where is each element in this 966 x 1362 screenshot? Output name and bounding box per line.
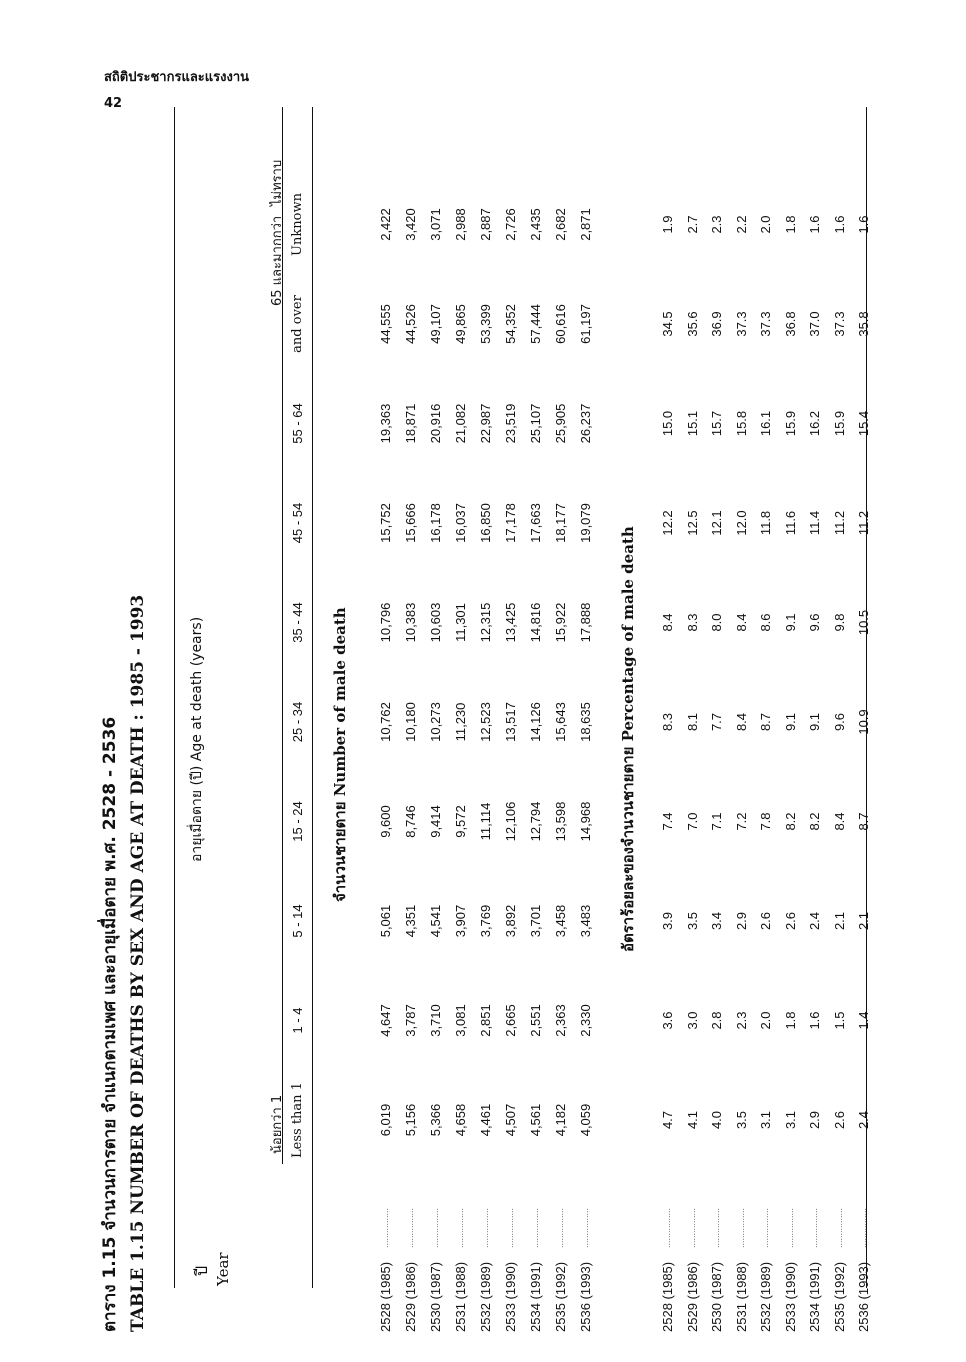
count-cell: 18,177 <box>553 503 568 543</box>
count-cell: 5,061 <box>378 904 393 938</box>
column-header: Unknown <box>290 193 305 256</box>
column-header: 45 - 54 <box>290 502 305 544</box>
pct-cell: 7.4 <box>660 812 675 831</box>
count-cell: 57,444 <box>528 304 543 344</box>
pct-cell: 37.0 <box>807 311 822 337</box>
pct-cell: 15.0 <box>660 410 675 437</box>
count-cell: 3,907 <box>453 904 468 938</box>
count-cell: 10,603 <box>428 602 443 643</box>
less-than-1-thai: น้อยกว่า 1 <box>270 1094 285 1154</box>
year-label: 2531 (1988) <box>453 1261 468 1332</box>
count-cell: 49,107 <box>428 304 443 344</box>
count-cell: 11,114 <box>478 802 493 841</box>
running-header: สถิติประชากรและแรงงาน <box>104 70 250 85</box>
pct-cell: 2.4 <box>856 1110 871 1130</box>
pct-cell: 7.8 <box>758 812 773 831</box>
count-cell: 2,871 <box>578 208 593 241</box>
count-cell: 6,019 <box>378 1103 393 1137</box>
section-count-title: จำนวนชายตาย Number of male death <box>331 607 349 902</box>
table-title-thai: ตาราง 1.15 จำนวนการตาย จำแนกตามเพศ และอายุเมื่อตาย พ.ศ. 2528 - 2536 <box>100 716 120 1332</box>
year-label: 2530 (1987) <box>709 1261 724 1332</box>
count-cell: 10,762 <box>378 702 393 742</box>
year-header-english: Year <box>214 1252 232 1286</box>
count-cell: 9,414 <box>428 805 443 838</box>
count-cell: 4,182 <box>553 1103 568 1137</box>
leader-dots: ................ <box>405 1207 415 1248</box>
count-cell: 17,888 <box>578 602 593 643</box>
pct-cell: 36.9 <box>709 311 724 337</box>
leader-dots: ................ <box>380 1207 390 1248</box>
section-percentage-title: อัตราร้อยละของจำนวนชายตาย Percentage of male death <box>619 526 637 952</box>
pct-cell: 8.2 <box>807 812 822 831</box>
count-cell: 60,616 <box>553 304 568 344</box>
pct-cell: 10.9 <box>856 709 871 735</box>
count-cell: 14,968 <box>578 801 593 842</box>
count-cell: 2,422 <box>378 208 393 241</box>
count-cell: 15,666 <box>403 503 418 543</box>
table-title-english: TABLE 1.15 NUMBER OF DEATHS BY SEX AND AGE AT DEATH : 1985 - 1993 <box>128 594 148 1332</box>
year-label: 2531 (1988) <box>733 1261 749 1332</box>
year-label: 2536 (1993) <box>578 1261 593 1332</box>
count-cell: 10,273 <box>428 702 443 742</box>
pct-cell: 1.8 <box>782 215 798 234</box>
leader-dots: ................ <box>809 1207 819 1248</box>
count-cell: 21,082 <box>453 403 468 444</box>
year-label: 2532 (1989) <box>758 1261 773 1332</box>
count-cell: 2,682 <box>553 208 568 241</box>
pct-cell: 12.2 <box>660 510 675 536</box>
column-header: and over <box>290 295 305 353</box>
pct-cell: 2.2 <box>733 215 749 234</box>
pct-cell: 9.6 <box>831 712 847 732</box>
pct-cell: 7.0 <box>684 812 700 831</box>
count-cell: 9,572 <box>453 805 468 838</box>
count-cell: 22,987 <box>478 403 493 444</box>
count-cell: 3,787 <box>403 1004 418 1037</box>
pct-cell: 3.1 <box>758 1110 773 1130</box>
count-cell: 2,726 <box>503 208 518 241</box>
pct-cell: 2.3 <box>733 1011 749 1030</box>
count-cell: 3,710 <box>428 1004 443 1037</box>
count-cell: 16,850 <box>478 503 493 543</box>
count-cell: 2,887 <box>478 208 493 241</box>
count-cell: 3,071 <box>428 208 443 241</box>
count-cell: 12,794 <box>528 801 543 842</box>
count-cell: 25,905 <box>553 403 568 444</box>
pct-cell: 16.1 <box>758 410 773 437</box>
pct-cell: 8.0 <box>709 613 724 632</box>
count-cell: 15,643 <box>553 702 568 742</box>
count-cell: 8,746 <box>403 805 418 838</box>
pct-cell: 1.6 <box>807 1011 822 1030</box>
count-cell: 2,435 <box>528 208 543 241</box>
pct-cell: 4.1 <box>684 1110 700 1130</box>
year-label: 2535 (1992) <box>553 1261 568 1332</box>
pct-cell: 9.1 <box>782 712 798 732</box>
pct-cell: 12.1 <box>709 510 724 536</box>
year-label: 2534 (1991) <box>528 1261 543 1332</box>
year-label: 2528 (1985) <box>378 1261 393 1332</box>
header-bottom-rule <box>312 107 313 1288</box>
count-cell: 19,079 <box>578 503 593 543</box>
pct-cell: 2.9 <box>807 1110 822 1130</box>
pct-cell: 3.9 <box>660 911 675 931</box>
count-cell: 19,363 <box>378 403 393 444</box>
leader-dots: ................ <box>686 1207 697 1248</box>
leader-dots: ................ <box>662 1207 672 1248</box>
year-label: 2529 (1986) <box>684 1261 700 1332</box>
leader-dots: ................ <box>555 1207 565 1248</box>
count-cell: 11,230 <box>453 702 468 742</box>
pct-cell: 8.6 <box>758 613 773 632</box>
count-cell: 44,555 <box>378 304 393 344</box>
pct-cell: 2.6 <box>758 911 773 931</box>
leader-dots: ................ <box>711 1207 721 1248</box>
pct-cell: 34.5 <box>660 311 675 337</box>
pct-cell: 1.6 <box>856 215 871 234</box>
pct-cell: 3.5 <box>733 1110 749 1130</box>
column-header: 15 - 24 <box>290 801 305 842</box>
pct-cell: 11.6 <box>782 510 798 536</box>
pct-cell: 1.9 <box>660 215 675 234</box>
pct-cell: 15.8 <box>733 410 749 437</box>
unknown-thai: ไม่ทราบ <box>270 159 285 206</box>
count-cell: 23,519 <box>503 403 518 444</box>
year-label: 2528 (1985) <box>660 1261 675 1332</box>
count-cell: 2,330 <box>578 1004 593 1037</box>
count-cell: 20,916 <box>428 403 443 444</box>
pct-cell: 2.8 <box>709 1011 724 1030</box>
pct-cell: 15.1 <box>684 410 700 437</box>
column-header: Less than 1 <box>290 1082 305 1158</box>
page-number: 42 <box>104 96 123 111</box>
pct-cell: 12.5 <box>684 510 700 536</box>
count-cell: 16,037 <box>453 503 468 543</box>
count-cell: 15,752 <box>378 503 393 543</box>
count-cell: 9,600 <box>378 805 393 838</box>
count-cell: 17,663 <box>528 503 543 543</box>
pct-cell: 35.8 <box>856 311 871 337</box>
pct-cell: 1.8 <box>782 1011 798 1030</box>
count-cell: 15,922 <box>553 602 568 643</box>
count-cell: 4,461 <box>478 1103 493 1137</box>
pct-cell: 10.5 <box>856 609 871 636</box>
count-cell: 11,301 <box>453 603 468 642</box>
table-top-rule <box>174 107 175 1288</box>
count-cell: 14,126 <box>528 702 543 742</box>
pct-cell: 2.0 <box>758 1011 773 1030</box>
pct-cell: 37.3 <box>758 311 773 337</box>
count-cell: 3,701 <box>528 904 543 938</box>
pct-cell: 8.3 <box>660 712 675 732</box>
count-cell: 3,483 <box>578 904 593 938</box>
count-cell: 26,237 <box>578 403 593 444</box>
count-cell: 5,156 <box>403 1103 418 1137</box>
count-cell: 12,523 <box>478 702 493 742</box>
year-label: 2535 (1992) <box>831 1261 847 1332</box>
year-label: 2530 (1987) <box>428 1261 443 1332</box>
count-cell: 25,107 <box>528 403 543 444</box>
count-cell: 3,420 <box>403 208 418 241</box>
column-header: 1 - 4 <box>290 1007 305 1034</box>
column-header: 55 - 64 <box>290 403 305 444</box>
pct-cell: 1.4 <box>856 1011 871 1030</box>
pct-cell: 1.6 <box>831 215 847 234</box>
pct-cell: 8.3 <box>684 613 700 632</box>
pct-cell: 2.4 <box>807 911 822 931</box>
count-cell: 2,363 <box>553 1004 568 1037</box>
pct-cell: 8.7 <box>856 812 871 831</box>
pct-cell: 3.0 <box>684 1011 700 1030</box>
count-cell: 10,180 <box>403 702 418 742</box>
pct-cell: 4.0 <box>709 1110 724 1130</box>
count-cell: 13,517 <box>503 702 518 742</box>
pct-cell: 7.7 <box>709 712 724 732</box>
pct-cell: 15.9 <box>782 410 798 437</box>
leader-dots: ................ <box>833 1207 844 1248</box>
over-65-thai: 65 และมากกว่า <box>270 215 285 306</box>
year-label: 2533 (1990) <box>782 1261 798 1332</box>
count-cell: 3,892 <box>503 904 518 938</box>
pct-cell: 15.7 <box>709 410 724 437</box>
count-cell: 44,526 <box>403 304 418 344</box>
count-cell: 3,458 <box>553 904 568 938</box>
count-cell: 4,541 <box>428 904 443 938</box>
pct-cell: 2.3 <box>709 215 724 234</box>
count-cell: 4,561 <box>528 1103 543 1137</box>
leader-dots: ................ <box>480 1207 490 1248</box>
count-cell: 16,178 <box>428 503 443 543</box>
pct-cell: 2.6 <box>831 1110 847 1130</box>
leader-dots: ................ <box>760 1207 770 1248</box>
year-label: 2534 (1991) <box>807 1261 822 1332</box>
leader-dots: ................ <box>735 1207 746 1248</box>
pct-cell: 2.6 <box>782 911 798 931</box>
pct-cell: 1.5 <box>831 1011 847 1030</box>
pct-cell: 2.7 <box>684 215 700 234</box>
pct-cell: 3.6 <box>660 1011 675 1030</box>
count-cell: 3,081 <box>453 1004 468 1037</box>
pct-cell: 11.8 <box>758 510 773 536</box>
year-label: 2529 (1986) <box>403 1261 418 1332</box>
pct-cell: 8.1 <box>684 712 700 732</box>
pct-cell: 9.6 <box>807 613 822 632</box>
pct-cell: 8.7 <box>758 712 773 732</box>
pct-cell: 36.8 <box>782 311 798 337</box>
pct-cell: 3.4 <box>709 911 724 931</box>
count-cell: 14,816 <box>528 602 543 643</box>
pct-cell: 12.0 <box>733 510 749 536</box>
count-cell: 18,635 <box>578 702 593 742</box>
count-cell: 2,988 <box>453 208 468 241</box>
pct-cell: 2.1 <box>856 911 871 931</box>
count-cell: 2,851 <box>478 1004 493 1037</box>
count-cell: 54,352 <box>503 304 518 344</box>
leader-dots: ................ <box>530 1207 540 1248</box>
count-cell: 3,769 <box>478 904 493 938</box>
pct-cell: 9.8 <box>831 613 847 632</box>
count-cell: 17,178 <box>503 503 518 543</box>
pct-cell: 7.1 <box>709 812 724 831</box>
count-cell: 12,106 <box>503 801 518 842</box>
year-label: 2536 (1993) <box>856 1261 871 1332</box>
pct-cell: 4.7 <box>660 1110 675 1130</box>
count-cell: 2,665 <box>503 1004 518 1037</box>
count-cell: 12,315 <box>478 602 493 643</box>
pct-cell: 8.4 <box>733 712 749 732</box>
leader-dots: ................ <box>505 1207 515 1248</box>
count-cell: 18,871 <box>403 403 418 444</box>
age-group-header: อายุเมื่อตาย (ปี) Age at death (years) <box>189 616 205 862</box>
pct-cell: 37.3 <box>733 311 749 337</box>
column-header: 5 - 14 <box>290 904 305 938</box>
pct-cell: 37.3 <box>831 311 847 337</box>
pct-cell: 9.1 <box>807 712 822 732</box>
pct-cell: 11.2 <box>856 510 871 536</box>
year-label: 2532 (1989) <box>478 1261 493 1332</box>
pct-cell: 8.4 <box>831 812 847 831</box>
pct-cell: 1.6 <box>807 215 822 234</box>
leader-dots: ................ <box>455 1207 465 1248</box>
count-cell: 13,598 <box>553 801 568 842</box>
pct-cell: 11.2 <box>831 510 847 536</box>
pct-cell: 2.0 <box>758 215 773 234</box>
leader-dots: ................ <box>430 1207 440 1248</box>
count-cell: 10,796 <box>378 602 393 643</box>
count-cell: 10,383 <box>403 602 418 643</box>
pct-cell: 35.6 <box>684 311 700 337</box>
count-cell: 4,507 <box>503 1103 518 1137</box>
leader-dots: ................ <box>580 1207 590 1248</box>
pct-cell: 9.1 <box>782 613 798 632</box>
pct-cell: 15.4 <box>856 410 871 437</box>
leader-dots: ................ <box>858 1207 868 1248</box>
rotated-table-page <box>96 107 871 1332</box>
leader-dots: ................ <box>784 1207 795 1248</box>
pct-cell: 7.2 <box>733 812 749 831</box>
count-cell: 13,425 <box>503 602 518 643</box>
count-cell: 4,059 <box>578 1103 593 1137</box>
pct-cell: 11.4 <box>807 510 822 536</box>
column-header: 35 - 44 <box>290 602 305 643</box>
pct-cell: 8.4 <box>733 613 749 632</box>
pct-cell: 3.5 <box>684 911 700 931</box>
count-cell: 49,865 <box>453 304 468 344</box>
pct-cell: 16.2 <box>807 410 822 437</box>
pct-cell: 8.4 <box>660 613 675 632</box>
year-header-thai: ปี <box>192 1265 211 1276</box>
count-cell: 5,366 <box>428 1103 443 1137</box>
count-cell: 4,647 <box>378 1004 393 1037</box>
pct-cell: 2.9 <box>733 911 749 931</box>
pct-cell: 3.1 <box>782 1110 798 1130</box>
pct-cell: 15.9 <box>831 410 847 437</box>
year-label: 2533 (1990) <box>503 1261 518 1332</box>
column-header: 25 - 34 <box>290 701 305 743</box>
count-cell: 4,658 <box>453 1103 468 1137</box>
count-cell: 2,551 <box>528 1004 543 1037</box>
pct-cell: 8.2 <box>782 812 798 831</box>
count-cell: 61,197 <box>578 304 593 344</box>
pct-cell: 2.1 <box>831 911 847 931</box>
count-cell: 53,399 <box>478 304 493 344</box>
count-cell: 4,351 <box>403 904 418 938</box>
